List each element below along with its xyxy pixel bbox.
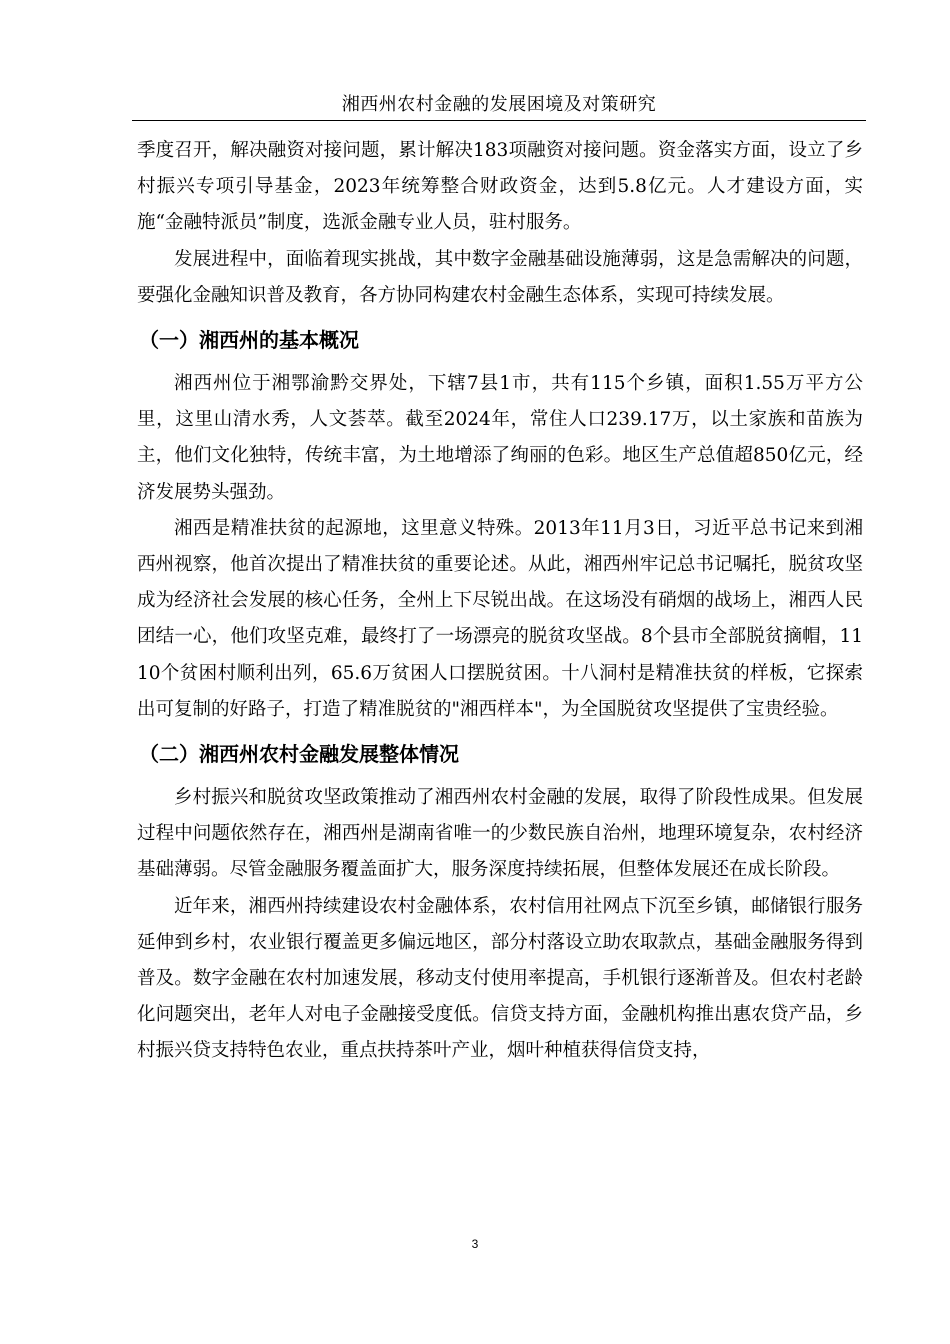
paragraph: 乡村振兴和脱贫攻坚政策推动了湘西州农村金融的发展，取得了阶段性成果。但发展过程中问题依然存在，湘西州是湖南省唯一的少数民族自治州，地理环境复杂，农村经济基础薄弱。尽管金融服务覆盖面扩大，服务深度持续拓展，但整体发展还在成长阶段。 [137, 787, 863, 881]
paragraph: 近年来，湘西州持续建设农村金融体系，农村信用社网点下沉至乡镇，邮储银行服务延伸到乡村，农业银行覆盖更多偏远地区，部分村落设立助农取款点，基础金融服务得到普及。数字金融在农村加速发展，移动支付使用率提高，手机银行逐渐普及。但农村老龄化问题突出，老年人对电子金融接受度低。信贷支持方面，金融机构推出惠农贷产品，乡村振兴贷支持特色农业，重点扶持茶叶产业，烟叶种植获得信贷支持， [137, 895, 863, 1062]
page-body [137, 133, 863, 1070]
page-number: 3 [471, 1237, 479, 1251]
paragraph: 湘西州位于湘鄂渝黔交界处，下辖7县1市，共有115个乡镇，面积1.55万平方公里，这里山清水秀，人文荟萃。截至2024年，常住人口239.17万，以土家族和苗族为主，他们文化独特，传统丰富，为土地增添了绚丽的色彩。地区生产总值超850亿元，经济发展势头强劲。 [137, 373, 863, 503]
paragraph-continued: 季度召开，解决融资对接问题，累计解决183项融资对接问题。资金落实方面，设立了乡村振兴专项引导基金，2023年统筹整合财政资金，达到5.8亿元。人才建设方面，实施“金融特派员”制度，选派金融专业人员，驻村服务。 [137, 140, 863, 234]
paragraph: 湘西是精准扶贫的起源地，这里意义特殊。2013年11月3日，习近平总书记来到湘西州视察，他首次提出了精准扶贫的重要论述。从此，湘西州牢记总书记嘱托，脱贫攻坚成为经济社会发展的核心任务，全州上下尽锐出战。在这场没有硝烟的战场上，湘西人民团结一心，他们攻坚克难，最终打了一场漂亮的脱贫攻坚战。8个县市全部脱贫摘帽，1110个贫困村顺利出列，65.6万贫困人口摆脱贫困。十八洞村是精准扶贫的样板，它探索出可复制的好路子，打造了精准脱贫的"湘西样本"，为全国脱贫攻坚提供了宝贵经验。 [137, 517, 863, 720]
paragraph: 发展进程中，面临着现实挑战，其中数字金融基础设施薄弱，这是急需解决的问题，要强化金融知识普及教育，各方协同构建农村金融生态体系，实现可持续发展。 [137, 248, 863, 306]
header-divider [132, 120, 866, 121]
section-heading-basic-overview: （一）湘西州的基本概况 [139, 328, 359, 353]
running-header-title: 湘西州农村金融的发展困境及对策研究 [341, 94, 657, 115]
section-heading-rural-finance-overall: （二）湘西州农村金融发展整体情况 [139, 742, 459, 767]
